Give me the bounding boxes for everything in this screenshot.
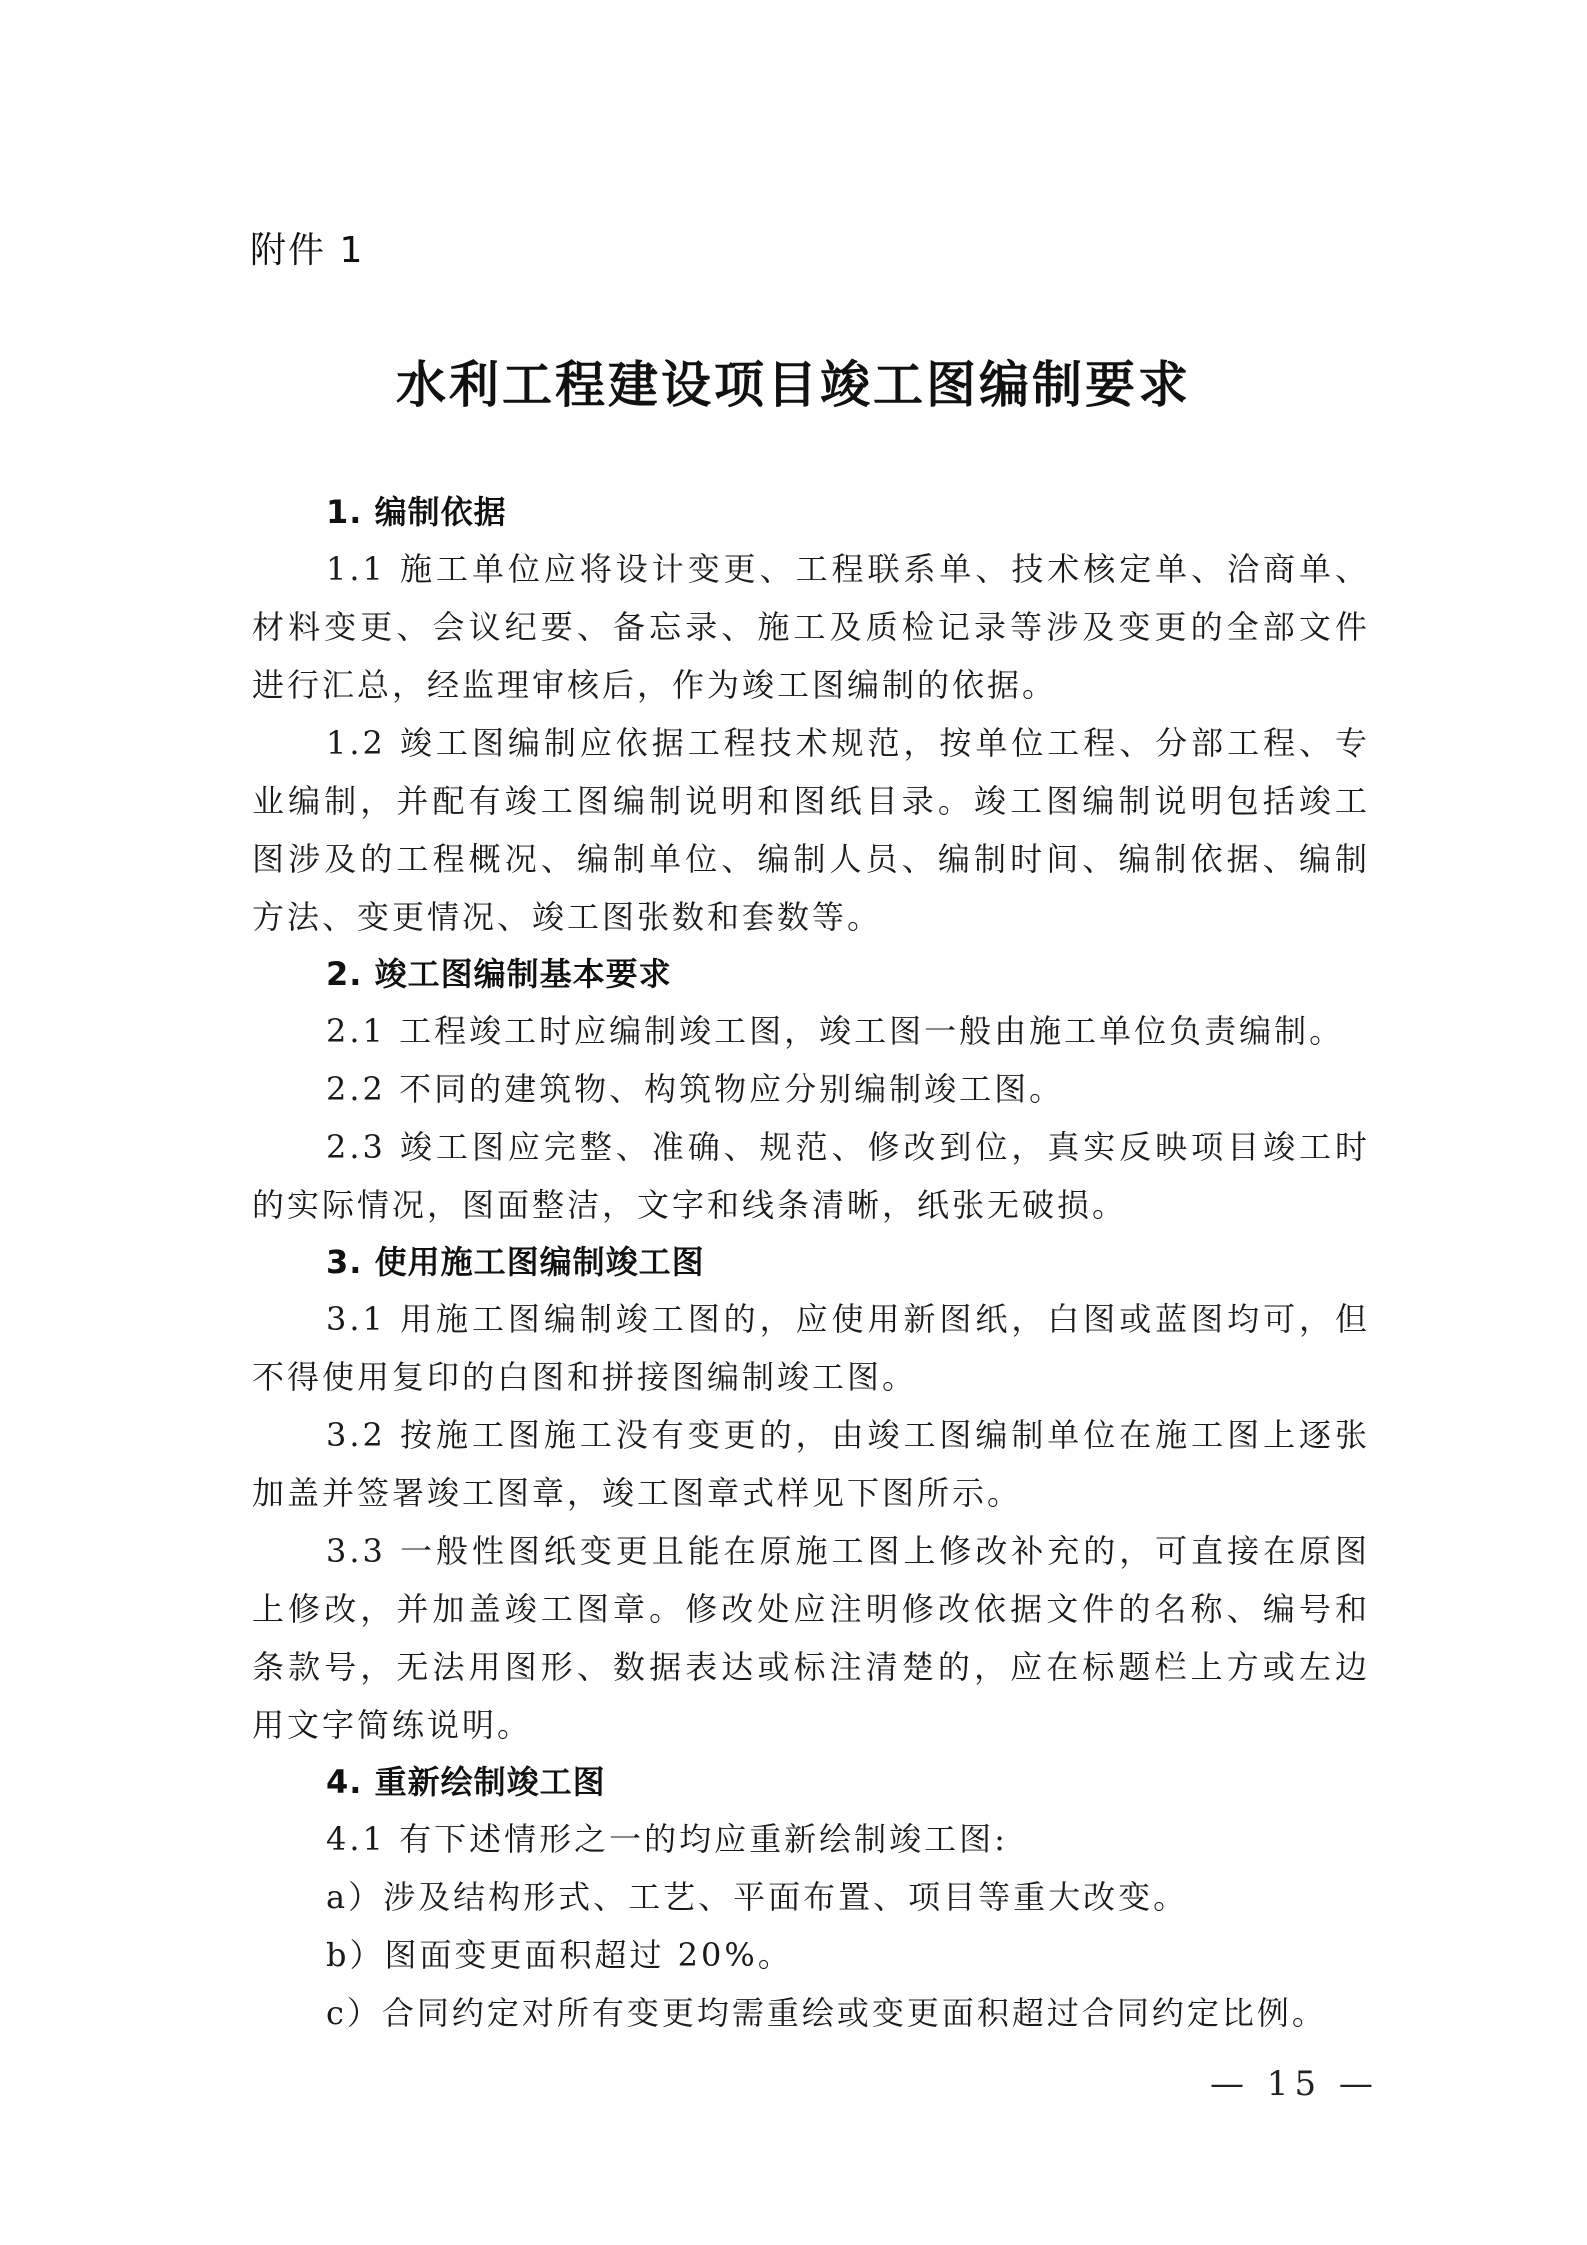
- document-body: [252, 484, 1370, 2042]
- attachment-label: 附件 1: [250, 230, 365, 271]
- paragraph: 3.3 一般性图纸变更且能在原施工图上修改补充的，可直接在原图上修改，并加盖竣工图章。修改处应注明修改依据文件的名称、编号和条款号，无法用图形、数据表达或标注清楚的，应在标题栏上方或左边用文字简练说明。: [252, 1532, 1370, 1744]
- paragraph: 1.1 施工单位应将设计变更、工程联系单、技术核定单、洽商单、材料变更、会议纪要、备忘录、施工及质检记录等涉及变更的全部文件进行汇总，经监理审核后，作为竣工图编制的依据。: [252, 550, 1370, 704]
- paragraph: 3.1 用施工图编制竣工图的，应使用新图纸，白图或蓝图均可，但不得使用复印的白图和拼接图编制竣工图。: [252, 1300, 1370, 1396]
- section-heading: 1. 编制依据: [326, 493, 507, 531]
- section-heading: 3. 使用施工图编制竣工图: [326, 1243, 705, 1281]
- paragraph: 1.2 竣工图编制应依据工程技术规范，按单位工程、分部工程、专业编制，并配有竣工图编制说明和图纸目录。竣工图编制说明包括竣工图涉及的工程概况、编制单位、编制人员、编制时间、编制依据、编制方法、变更情况、竣工图张数和套数等。: [252, 724, 1370, 936]
- paragraph: 3.2 按施工图施工没有变更的，由竣工图编制单位在施工图上逐张加盖并签署竣工图章，竣工图章式样见下图所示。: [252, 1416, 1370, 1512]
- section-heading: 2. 竣工图编制基本要求: [326, 955, 672, 993]
- section-heading: 4. 重新绘制竣工图: [326, 1763, 606, 1801]
- page-number: — 15 —: [1210, 2064, 1379, 2104]
- paragraph: 4.1 有下述情形之一的均应重新绘制竣工图:: [326, 1820, 1008, 1858]
- list-item: a）涉及结构形式、工艺、平面布置、项目等重大改变。: [326, 1878, 1189, 1916]
- list-item: c）合同约定对所有变更均需重绘或变更面积超过合同约定比例。: [326, 1994, 1327, 2032]
- paragraph: 2.2 不同的建筑物、构筑物应分别编制竣工图。: [326, 1070, 1065, 1108]
- paragraph: 2.1 工程竣工时应编制竣工图，竣工图一般由施工单位负责编制。: [326, 1012, 1345, 1050]
- document-title: 水利工程建设项目竣工图编制要求: [396, 356, 1191, 414]
- paragraph: 2.3 竣工图应完整、准确、规范、修改到位，真实反映项目竣工时的实际情况，图面整洁，文字和线条清晰，纸张无破损。: [252, 1128, 1370, 1224]
- list-item: b）图面变更面积超过 20%。: [326, 1936, 793, 1974]
